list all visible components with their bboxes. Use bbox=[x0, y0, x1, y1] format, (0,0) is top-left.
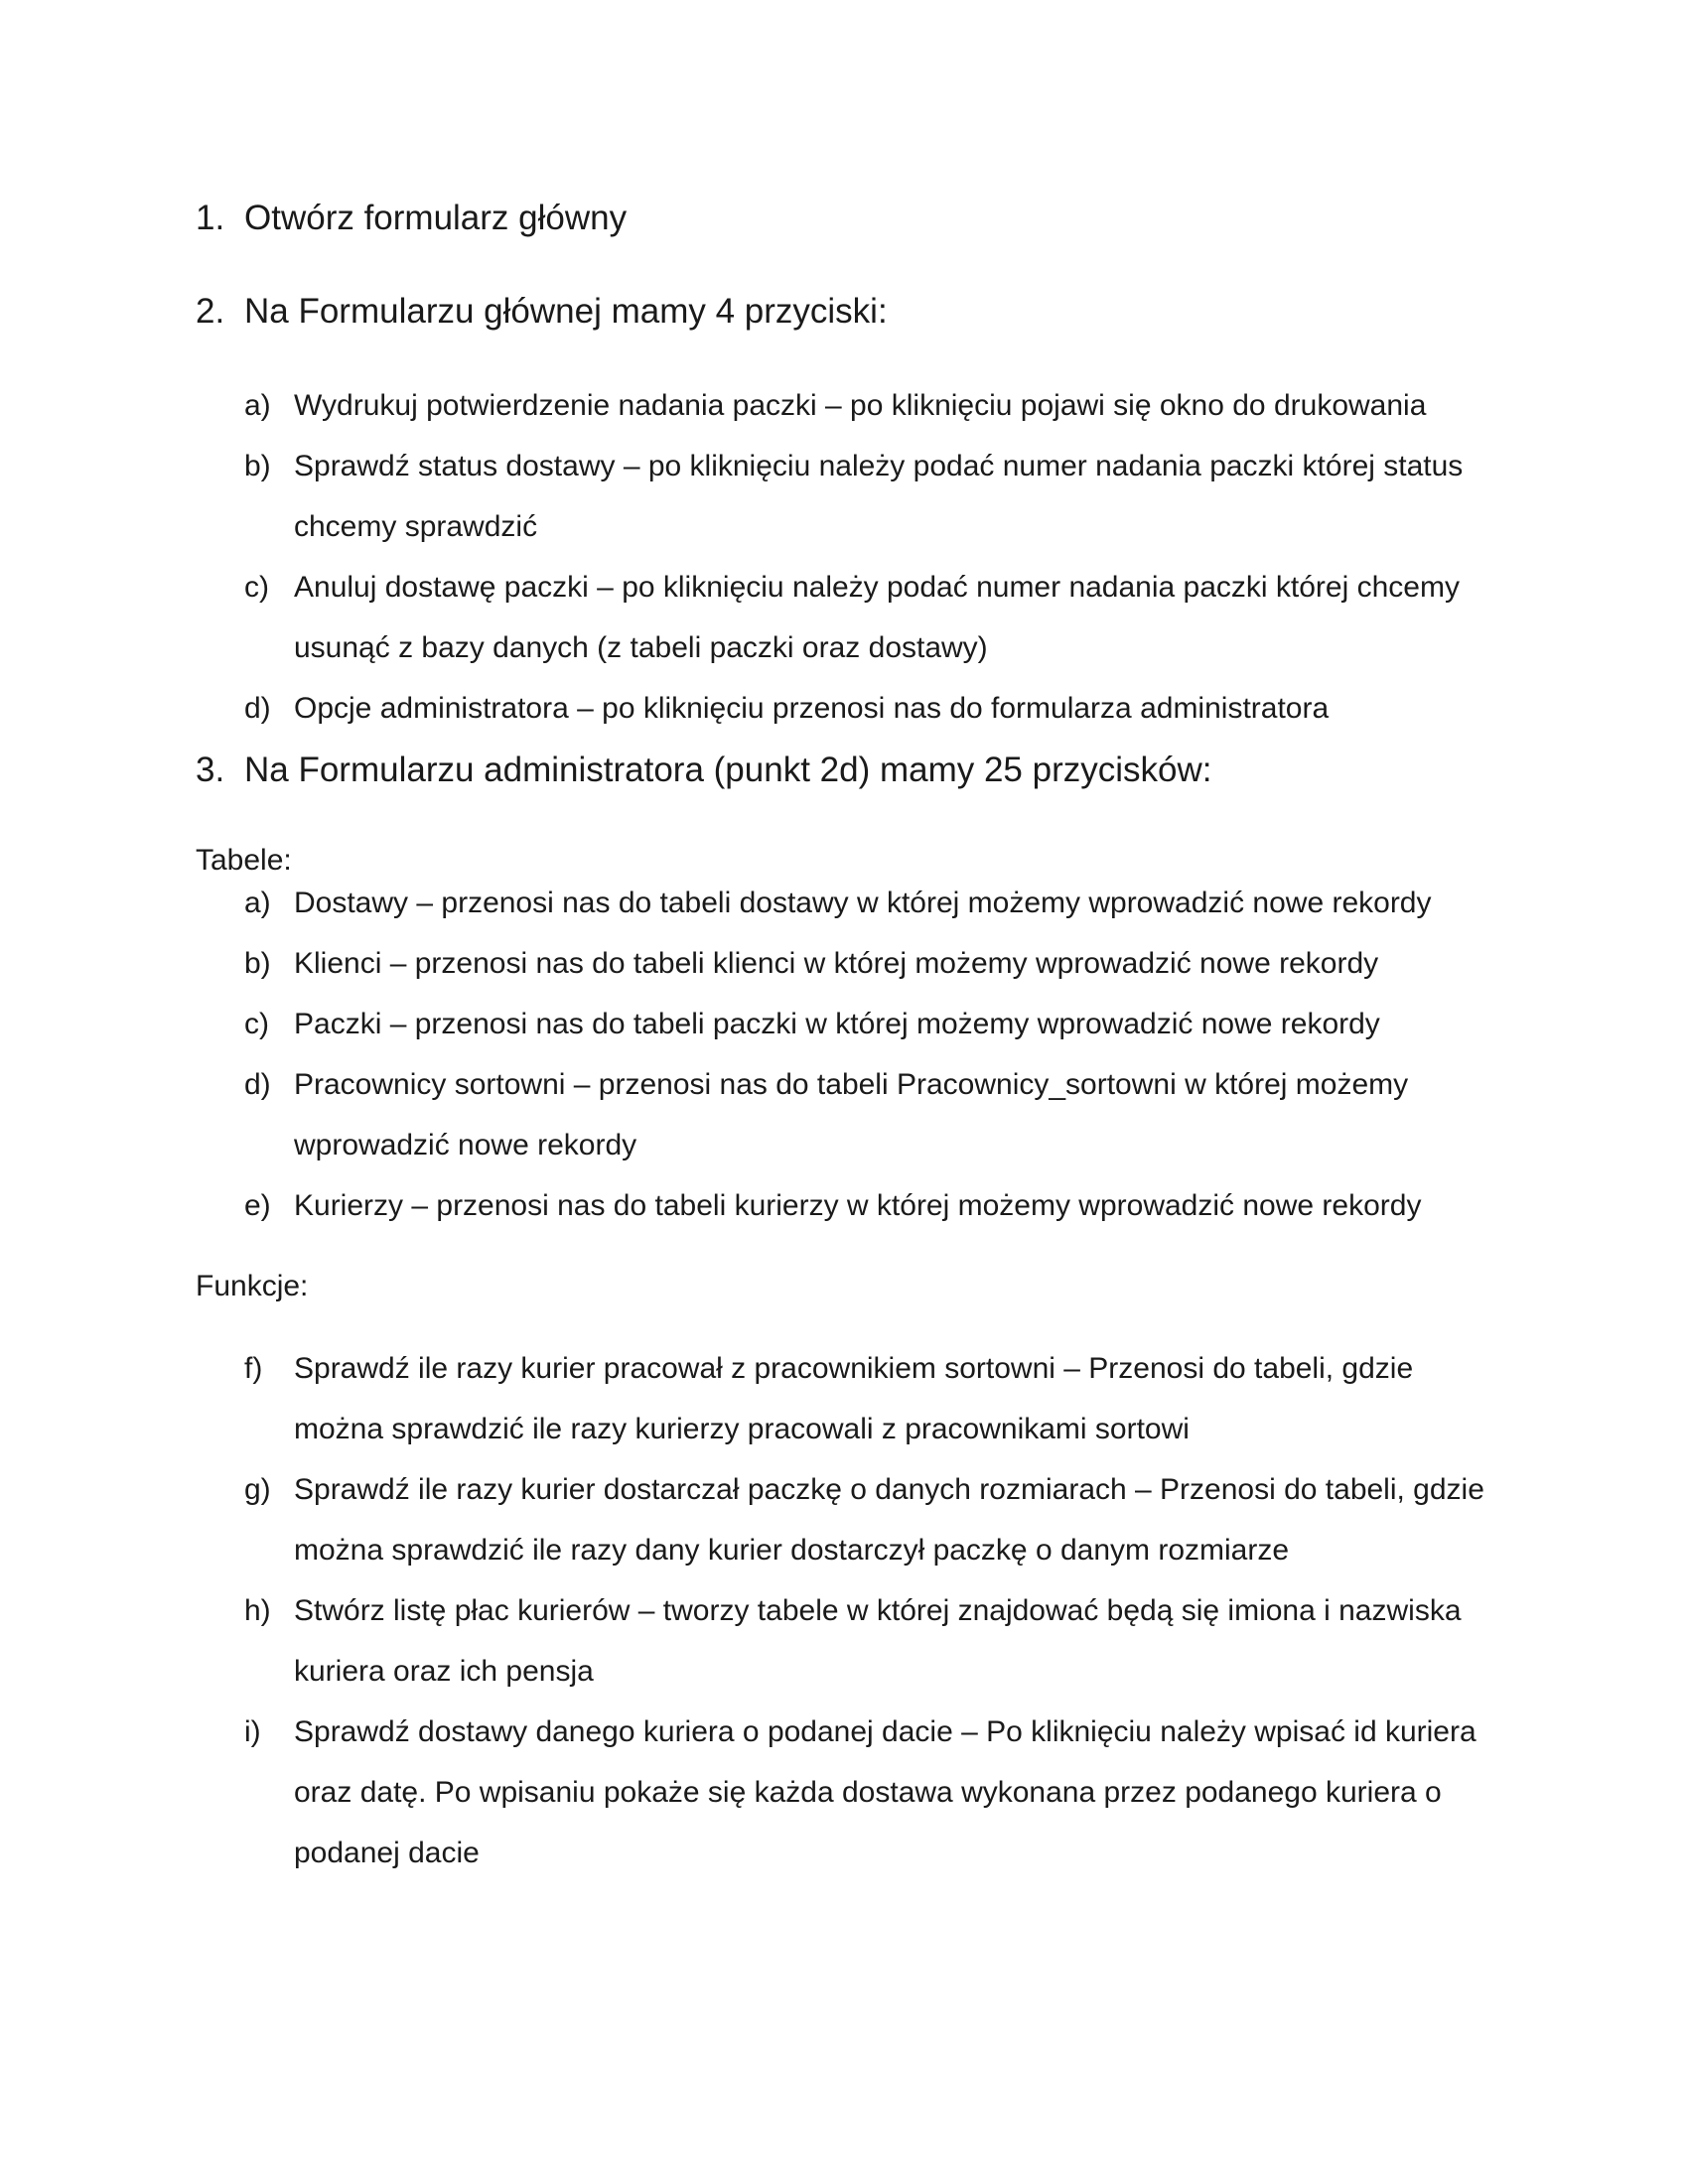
list-item-text: Paczki – przenosi nas do tabeli paczki w której możemy wprowadzić nowe rekordy bbox=[294, 1008, 1380, 1040]
list-item-text: oraz datę. Po wpisaniu pokaże się każda dostawa wykonana przez podanego kuriera o bbox=[294, 1776, 1442, 1809]
tables-label: Tabele: bbox=[196, 844, 292, 877]
list-item-text: Pracownicy sortowni – przenosi nas do tabeli Pracownicy_sortowni w której możemy bbox=[294, 1068, 1409, 1101]
section-1-number: 1. bbox=[196, 199, 225, 237]
list-marker: d) bbox=[244, 692, 271, 725]
functions-label: Funkcje: bbox=[196, 1270, 309, 1302]
list-marker: e) bbox=[244, 1189, 271, 1222]
list-item-text: Sprawdź ile razy kurier dostarczał paczkę o danych rozmiarach – Przenosi do tabeli, gdzie bbox=[294, 1473, 1484, 1506]
list-marker: b) bbox=[244, 450, 271, 482]
section-1-text: Otwórz formularz główny bbox=[244, 199, 628, 237]
list-item-text: można sprawdzić ile razy dany kurier dostarczył paczkę o danym rozmiarze bbox=[294, 1534, 1290, 1567]
list-item-text: można sprawdzić ile razy kurierzy pracowali z pracownikami sortowi bbox=[294, 1413, 1190, 1445]
list-marker: h) bbox=[244, 1594, 271, 1627]
section-2-text: Na Formularzu głównej mamy 4 przyciski: bbox=[244, 292, 888, 331]
list-item-text: Sprawdź status dostawy – po kliknięciu należy podać numer nadania paczki której status bbox=[294, 450, 1464, 482]
list-item-text: Wydrukuj potwierdzenie nadania paczki – po kliknięciu pojawi się okno do drukowania bbox=[294, 389, 1427, 422]
list-item-text: Sprawdź ile razy kurier pracował z pracownikiem sortowni – Przenosi do tabeli, gdzie bbox=[294, 1352, 1414, 1385]
section-3-number: 3. bbox=[196, 751, 225, 789]
list-item-text: Sprawdź dostawy danego kuriera o podanej dacie – Po kliknięciu należy wpisać id kuriera bbox=[294, 1715, 1477, 1748]
list-item-text: Dostawy – przenosi nas do tabeli dostawy w której możemy wprowadzić nowe rekordy bbox=[294, 887, 1432, 919]
list-item-text: kuriera oraz ich pensja bbox=[294, 1655, 594, 1688]
list-item-text: Anuluj dostawę paczki – po kliknięciu należy podać numer nadania paczki której chcemy bbox=[294, 571, 1460, 604]
list-item-text: Opcje administratora – po kliknięciu przenosi nas do formularza administratora bbox=[294, 692, 1330, 725]
list-item-text: wprowadzić nowe rekordy bbox=[294, 1129, 637, 1161]
list-item-text: Klienci – przenosi nas do tabeli klienci w której możemy wprowadzić nowe rekordy bbox=[294, 947, 1379, 980]
list-marker: b) bbox=[244, 947, 271, 980]
list-marker: a) bbox=[244, 887, 271, 919]
list-marker: c) bbox=[244, 1008, 269, 1040]
section-2-number: 2. bbox=[196, 292, 225, 331]
list-marker: g) bbox=[244, 1473, 271, 1506]
list-marker: f) bbox=[244, 1352, 263, 1385]
list-item-text: Kurierzy – przenosi nas do tabeli kurierzy w której możemy wprowadzić nowe rekordy bbox=[294, 1189, 1422, 1222]
list-item-text: chcemy sprawdzić bbox=[294, 510, 538, 543]
list-marker: d) bbox=[244, 1068, 271, 1101]
list-marker: a) bbox=[244, 389, 271, 422]
list-item-text: Stwórz listę płac kurierów – tworzy tabele w której znajdować będą się imiona i nazwiska bbox=[294, 1594, 1462, 1627]
section-3-text: Na Formularzu administratora (punkt 2d) mamy 25 przycisków: bbox=[244, 751, 1212, 789]
list-item-text: usunąć z bazy danych (z tabeli paczki oraz dostawy) bbox=[294, 631, 988, 664]
list-marker: c) bbox=[244, 571, 269, 604]
list-marker: i) bbox=[244, 1715, 261, 1748]
list-item-text: podanej dacie bbox=[294, 1837, 480, 1869]
